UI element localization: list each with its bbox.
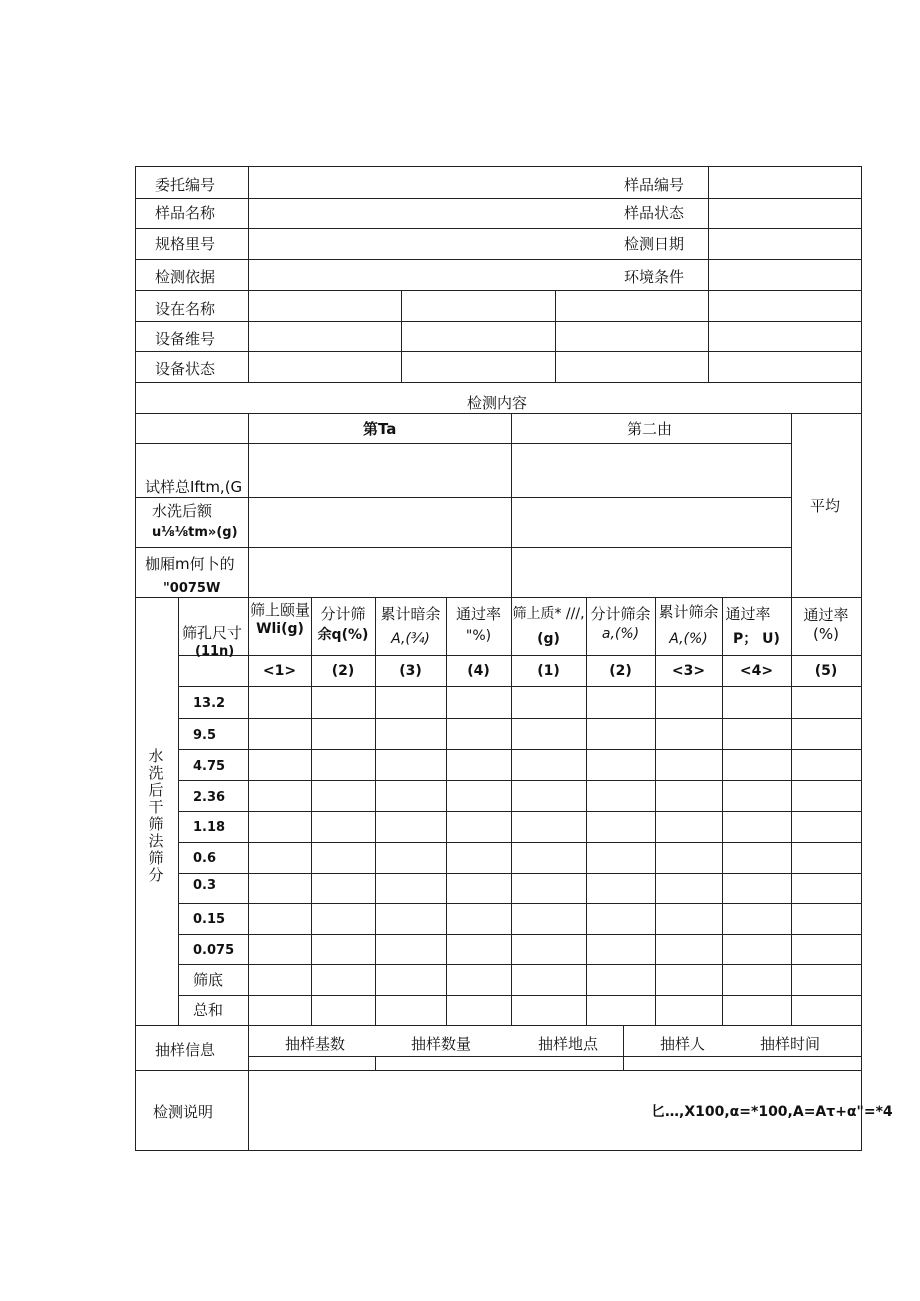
formula-text: 匕…,X100,α=*100,A=Aτ+α"=*4 [651, 1104, 893, 1120]
test-date-label: 检测日期 [624, 235, 685, 253]
second-test-header: 第二由 [627, 420, 673, 438]
index-cell: <3> [671, 663, 706, 679]
aperture-header-2: (11n) [195, 644, 235, 659]
wash-dry-sieve-label: 水洗后干筛法筛分 [148, 747, 164, 884]
sieve-size: 2.36 [193, 790, 226, 805]
col3a-header-2: A,(¾) [391, 631, 430, 647]
sieve-size: 0.6 [193, 851, 217, 866]
env-conditions-label: 环境条件 [624, 268, 685, 286]
sieve-size: 13.2 [193, 696, 226, 711]
sieve-total-label: 总和 [193, 1001, 224, 1019]
content-title: 检测内容 [467, 394, 528, 412]
aperture-header-1: 筛孔尺寸 [182, 624, 243, 642]
sieve-size: 0.075 [193, 943, 235, 958]
sieve-size: 4.75 [193, 759, 226, 774]
col4a-header-1: 通过率 [455, 605, 501, 623]
col4b-header-2: P； U) [733, 631, 780, 647]
below-sieve-label-1: 枷厢m何卜的 [145, 555, 235, 573]
col1b-header-1: 筛上质* ///, [512, 606, 585, 622]
commission-no-label: 委托编号 [155, 176, 216, 194]
first-test-header: 第Ta [363, 420, 397, 438]
index-cell: (5) [814, 663, 838, 679]
sieve-size: 0.15 [193, 912, 226, 927]
col2a-header-1: 分计筛 [320, 605, 366, 623]
index-cell: (1) [537, 663, 560, 679]
sample-state-label: 样品状态 [624, 204, 685, 222]
col5-header-2: (%) [813, 625, 839, 643]
col3b-header-1: 累计筛余 [658, 603, 719, 621]
col4a-header-2: "%) [465, 628, 492, 644]
equip-name-label: 设在名称 [155, 300, 216, 318]
washed-mass-label-1: 水洗后额 [152, 502, 213, 520]
equip-state-label: 设备状态 [155, 360, 216, 378]
col5-header-1: 通过率 [803, 606, 849, 624]
col3a-header-1: 累计暗余 [380, 605, 441, 623]
test-notes-label: 检测说明 [153, 1103, 214, 1121]
index-cell: <1> [262, 663, 297, 679]
sieve-size: 0.3 [193, 878, 217, 893]
equip-no-label: 设备维号 [155, 330, 216, 348]
col2b-header-2: a,(%) [601, 626, 640, 642]
index-cell: (2) [609, 663, 632, 679]
index-cell: <4> [739, 663, 774, 679]
col2a-header-2: 余q(%) [317, 627, 369, 643]
sampling-qty-label: 抽样数量 [411, 1035, 472, 1053]
average-header: 平均 [810, 497, 841, 515]
sieve-size: 9.5 [193, 728, 217, 743]
total-mass-label: 试样总Iftm,(G [145, 478, 243, 496]
sampling-place-label: 抽样地点 [538, 1035, 599, 1053]
col3b-header-2: A,(%) [669, 631, 708, 647]
sample-no-label: 样品编号 [624, 176, 685, 194]
sampling-person-label: 抽样人 [660, 1035, 706, 1053]
col2b-header-1: 分计筛余 [590, 605, 651, 623]
col4b-header-1: 通过率 [725, 605, 771, 623]
sampling-time-label: 抽样时间 [760, 1035, 821, 1053]
sieve-size: 1.18 [193, 820, 226, 835]
col1b-header-2: (g) [537, 631, 560, 647]
col1a-header-2: Wli(g) [256, 621, 304, 637]
sampling-info-label: 抽样信息 [155, 1041, 216, 1059]
washed-mass-label-2: u⅛⅛tm»(g) [152, 525, 238, 540]
below-sieve-label-2: "0075W [163, 581, 221, 596]
sieve-bottom-label: 筛底 [193, 971, 224, 989]
sample-name-label: 样品名称 [155, 204, 216, 222]
col1a-header-1: 筛上颐量 [249, 601, 310, 619]
sampling-base-label: 抽样基数 [285, 1035, 346, 1053]
test-basis-label: 检测依据 [155, 268, 216, 286]
index-cell: (3) [399, 663, 422, 679]
index-cell: (2) [331, 663, 355, 679]
spec-model-label: 规格里号 [155, 235, 216, 253]
index-cell: (4) [467, 663, 490, 679]
